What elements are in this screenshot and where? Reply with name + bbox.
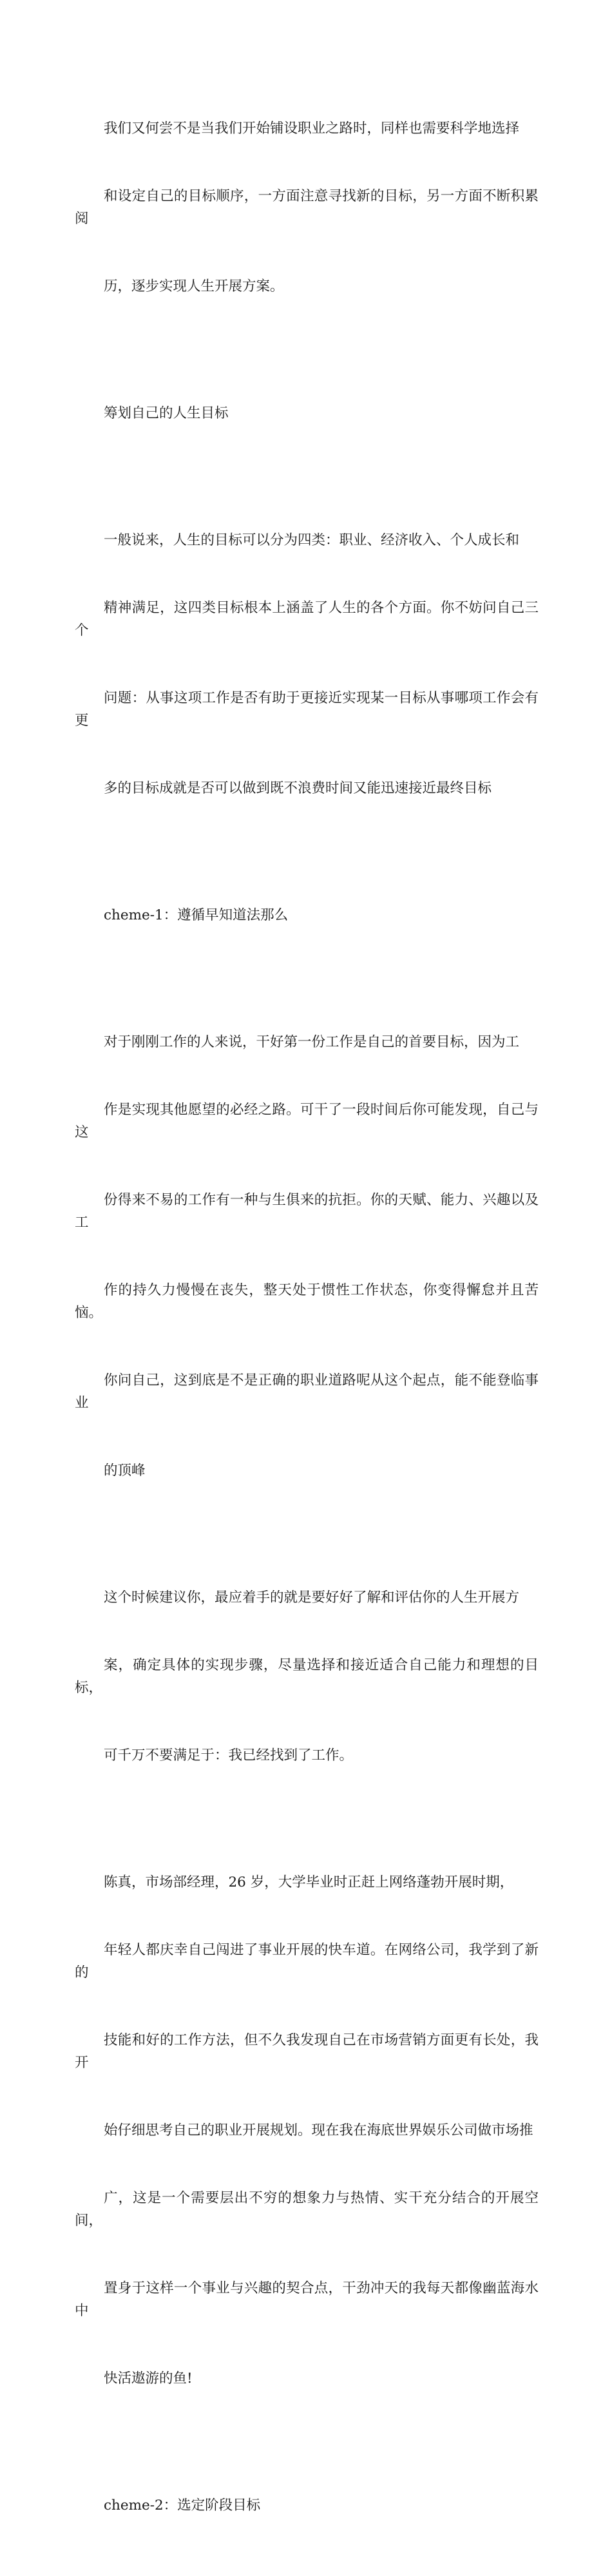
paragraph-intro: [75, 72, 539, 343]
text-line: 陈真，市场部经理，26 岁，大学毕业时正赶上网络蓬勃开展时期，: [104, 1874, 514, 1890]
text-line: 快活遨游的鱼!: [104, 2370, 193, 2387]
text-line: 作是实现其他愿望的必经之路。可干了一段时间后你可能发现，自己与这: [75, 1102, 539, 1140]
text-line: 历，逐步实现人生开展方案。: [104, 278, 284, 294]
document-page: [75, 72, 539, 2576]
text-line: 一般说来，人生的目标可以分为四类：职业、经济收入、个人成长和: [104, 532, 520, 548]
heading-text: 筹划自己的人生目标: [104, 405, 229, 421]
text-line: 广，这是一个需要层出不穷的想象力与热情、实干充分结合的开展空间，: [75, 2190, 539, 2229]
text-line: 作的持久力慢慢在丧失，整天处于惯性工作状态，你变得懈怠并且苦恼。: [75, 1282, 539, 1321]
text-line: 和设定自己的目标顺序，一方面注意寻找新的目标，另一方面不断积累阅: [75, 188, 539, 227]
text-line: 置身于这样一个事业与兴趣的契合点，干劲冲天的我每天都像幽蓝海水中: [75, 2280, 539, 2319]
text-line: 始仔细思考自己的职业开展规划。现在我在海底世界娱乐公司做市场推: [104, 2122, 533, 2139]
paragraph-goals: [75, 484, 539, 845]
heading-text: cheme-2：选定阶段目标: [104, 2497, 261, 2514]
scheme-2-heading: [75, 2449, 539, 2562]
text-line: 对于刚刚工作的人来说，干好第一份工作是自己的首要目标，因为工: [104, 1034, 520, 1050]
text-line: 可千万不要满足于：我已经找到了工作。: [104, 1747, 354, 1764]
text-line: 问题：从事这项工作是否有助于更接近实现某一目标从事哪项工作会有更: [75, 690, 539, 729]
text-line: 案，确定具体的实现步骤，尽量选择和接近适合自己能力和理想的目标，: [75, 1657, 539, 1696]
text-line: 精神满足，这四类目标根本上涵盖了人生的各个方面。你不妨问自己三个: [75, 600, 539, 639]
text-line: 我们又何尝不是当我们开始铺设职业之路时，同样也需要科学地选择: [104, 120, 520, 137]
text-line: 年轻人都庆幸自己闯进了事业开展的快车道。在网络公司，我学到了新的: [75, 1942, 539, 1981]
paragraph-case-story: [75, 1826, 539, 2435]
paragraph-advice: [75, 1541, 539, 1812]
text-line: 你问自己，这到底是不是正确的职业道路呢从这个起点，能不能登临事业: [75, 1372, 539, 1411]
text-line: 技能和好的工作方法，但不久我发现自己在市场营销方面更有长处，我开: [75, 2032, 539, 2071]
heading-text: cheme-1：遵循早知道法那么: [104, 907, 289, 923]
paragraph-first-job: [75, 986, 539, 1527]
text-line: 的顶峰: [104, 1463, 146, 1479]
text-line: 多的目标成就是否可以做到既不浪费时间又能迅速接近最终目标: [104, 780, 492, 796]
text-line: 这个时候建议你，最应着手的就是要好好了解和评估你的人生开展方: [104, 1590, 520, 1606]
scheme-1-heading: [75, 859, 539, 972]
section-heading: [75, 357, 539, 470]
text-line: 份得来不易的工作有一种与生俱来的抗拒。你的天赋、能力、兴趣以及工: [75, 1192, 539, 1231]
